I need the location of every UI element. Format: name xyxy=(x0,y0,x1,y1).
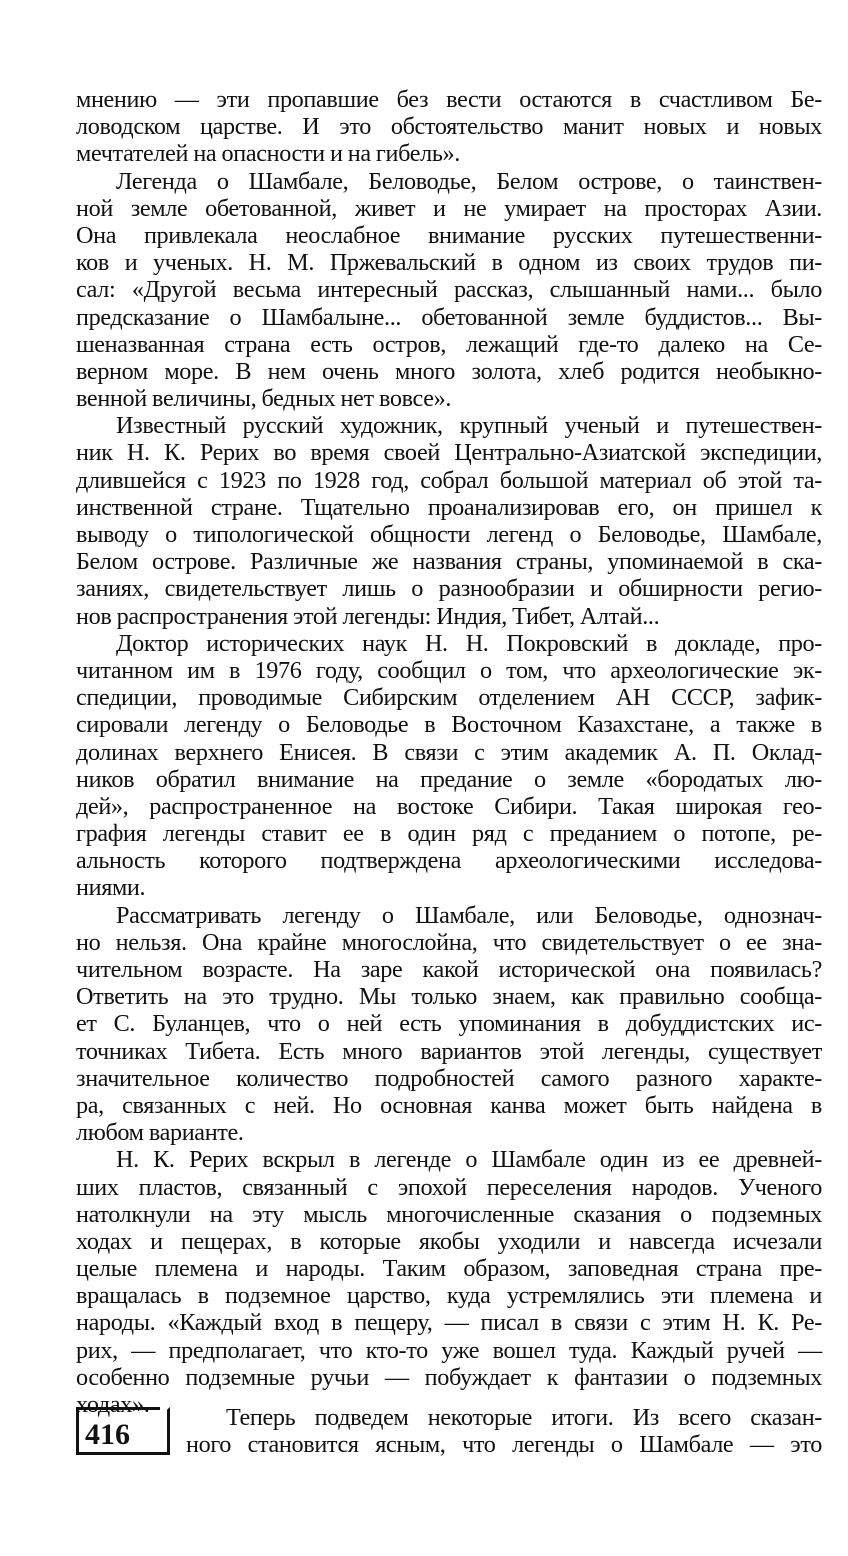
text-line: ходах». xyxy=(76,1391,150,1418)
text-line: альность которого подтверждена археологическими исследова- xyxy=(76,847,822,875)
text-line: натолкнули на эту мысль многочисленные сказания о подземных xyxy=(76,1200,822,1228)
text-line: венной величины, бедных нет вовсе». xyxy=(76,385,452,413)
paragraph xyxy=(76,902,822,1147)
text-line: Теперь подведем некоторые итоги. Из всего сказан- xyxy=(226,1404,822,1431)
paragraph xyxy=(76,630,822,902)
footer-paragraph xyxy=(186,1404,822,1458)
text-line: ной земле обетованной, живет и не умирает на просторах Азии. xyxy=(76,194,822,222)
text-line: Рассматривать легенду о Шамбале, или Беловодье, однознач- xyxy=(116,901,822,929)
page-body xyxy=(76,86,822,1418)
text-line: но нельзя. Она крайне многослойна, что свидетельствует о ее зна- xyxy=(76,928,822,956)
text-line: Н. К. Рерих вскрыл в легенде о Шамбале один из ее древней- xyxy=(116,1146,822,1174)
text-line: Известный русский художник, крупный ученый и путешествен- xyxy=(116,412,822,440)
text-line: графия легенды ставит ее в один ряд с преданием о потопе, ре- xyxy=(76,820,822,848)
text-line: ник Н. К. Рерих во время своей Центрально-Азиатской экспедиции, xyxy=(76,439,822,467)
text-line: ет С. Буланцев, что о ней есть упоминания в добуддистских ис- xyxy=(76,1010,822,1038)
text-line: рих, — предполагает, что кто-то уже вошел туда. Каждый ручей — xyxy=(76,1336,822,1364)
text-line: ших пластов, связанный с эпохой переселения народов. Ученого xyxy=(76,1173,822,1201)
text-line: точниках Тибета. Есть много вариантов этой легенды, существует xyxy=(76,1037,822,1065)
paragraph xyxy=(76,168,822,413)
text-line: Ответить на это трудно. Мы только знаем, как правильно сообща- xyxy=(76,983,822,1011)
page-number-frame xyxy=(76,1407,160,1455)
text-line: чительном возрасте. На заре какой исторической она появилась? xyxy=(76,956,822,983)
text-line: народы. «Каждый вход в пещеру, — писал в связи с этим Н. К. Ре- xyxy=(76,1309,822,1337)
text-line: мнению — эти пропавшие без вести остаются в счастливом Бе- xyxy=(76,86,822,113)
text-line: сировали легенду о Беловодье в Восточном Казахстане, а также в xyxy=(76,711,822,739)
text-line: мечтателей на опасности и на гибель». xyxy=(76,140,460,168)
text-line: сал: «Другой весьма интересный рассказ, слышанный нами... было xyxy=(76,276,822,304)
text-line: значительное количество подробностей самого разного характе- xyxy=(76,1064,822,1092)
text-line: Легенда о Шамбале, Беловодье, Белом острове, о таинствен- xyxy=(116,167,822,195)
text-line: нов распространения этой легенды: Индия, Тибет, Алтай... xyxy=(76,602,660,630)
text-line: инственной стране. Тщательно проанализировав его, он пришел к xyxy=(76,493,822,521)
text-line: ного становится ясным, что легенды о Шамбале — это xyxy=(186,1431,822,1459)
text-line: целые племена и народы. Таким образом, заповедная страна пре- xyxy=(76,1255,822,1283)
text-line: любом варианте. xyxy=(76,1119,244,1147)
text-line: дей», распространенное на востоке Сибири. Такая широкая гео- xyxy=(76,792,822,820)
text-line: ловодском царстве. И это обстоятельство манит новых и новых xyxy=(76,113,822,141)
text-line: ра, связанных с ней. Но основная канва может быть найдена в xyxy=(76,1091,822,1119)
text-line: особенно подземные ручьи — побуждает к фантазии о подземных xyxy=(76,1363,822,1391)
text-line: верном море. В нем очень много золота, хлеб родится необыкно- xyxy=(76,357,822,385)
text-line: Белом острове. Различные же названия страны, упоминаемой в ска- xyxy=(76,548,822,576)
text-line: Доктор исторических наук Н. Н. Покровский в докладе, про- xyxy=(116,629,822,657)
text-line: заниях, свидетельствует лишь о разнообразии и обширности регио- xyxy=(76,575,822,603)
text-line: предсказание о Шамбалыне... обетованной земле буддистов... Вы- xyxy=(76,303,822,331)
text-line: выводу о типологической общности легенд о Беловодье, Шамбале, xyxy=(76,521,822,548)
text-line: Она привлекала неослабное внимание русских путешественни- xyxy=(76,221,822,249)
paragraph xyxy=(76,86,822,168)
text-line: ходах и пещерах, в которые якобы уходили и навсегда исчезали xyxy=(76,1227,822,1255)
text-line: долинах верхнего Енисея. В связи с этим академик А. П. Оклад- xyxy=(76,738,822,766)
text-line: ников обратил внимание на предание о земле «бородатых лю- xyxy=(76,765,822,793)
text-line: шеназванная страна есть остров, лежащий где-то далеко на Се- xyxy=(76,330,822,358)
paragraph xyxy=(76,1146,822,1418)
page-footer xyxy=(76,1404,822,1464)
text-line: длившейся с 1923 по 1928 год, собрал большой материал об этой та- xyxy=(76,466,822,494)
text-line: читанном им в 1976 году, сообщил о том, что археологические эк- xyxy=(76,656,822,684)
text-line: ков и ученых. Н. М. Пржевальский в одном из своих трудов пи- xyxy=(76,249,822,277)
page-number: 416 xyxy=(85,1418,130,1451)
text-line: спедиции, проводимые Сибирским отделением АН СССР, зафик- xyxy=(76,684,822,712)
paragraph xyxy=(76,412,822,630)
text-line: ниями. xyxy=(76,874,146,902)
text-line: вращалась в подземное царство, куда устремлялись эти племена и xyxy=(76,1282,822,1310)
